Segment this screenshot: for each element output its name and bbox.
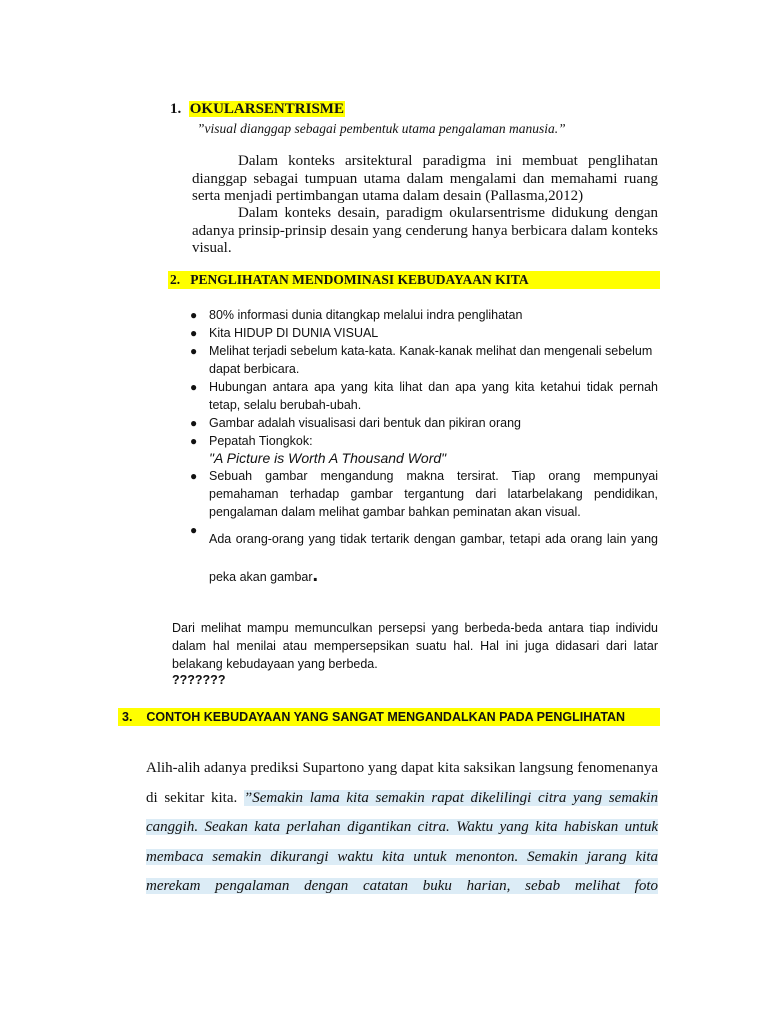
final-mark: . — [312, 564, 319, 586]
section-1-paragraph-1: Dalam konteks arsitektural paradigma ini membuat penglihatan dianggap sebagai tumpuan utama dalam mengalami dan memahami ruang serta menjadi pertimbangan utama dalam desain (Pallasma,2012) — [192, 153, 658, 204]
section-1-title: OKULARSENTRISME — [189, 101, 344, 117]
section-1-number: 1. — [170, 101, 182, 117]
bullet-icon: ● — [190, 434, 198, 448]
list-item: ● Gambar adalah visualisasi dari bentuk dan pikiran orang — [190, 416, 521, 430]
bullet-icon: ● — [190, 416, 198, 430]
section-1-paragraph-2: Dalam konteks desain, paradigm okularsentrisme didukung dengan adanya prinsip-prinsip desain yang cenderung hanya berbicara dalam konteks visual. — [192, 205, 658, 256]
list-item: ● Pepatah Tiongkok: "A Picture is Worth A Thousand Word" — [188, 432, 658, 467]
list-item: ● Sebuah gambar mengandung makna tersirat. Tiap orang mempunyai pemahaman terhadap gambar tergantung dari latarbelakang pendidikan, pengalaman dalam melihat gambar bahkan peminatan akan visual. — [190, 469, 658, 519]
section-2-bullet-list — [188, 306, 658, 595]
list-item: ● Hubungan antara apa yang kita lihat dan apa yang kita ketahui tidak pernah tetap, selalu berubah-ubah. — [190, 380, 658, 412]
bullet-icon: ● — [190, 326, 198, 340]
list-item: ● Ada orang-orang yang tidak tertarik dengan gambar, tetapi ada orang lain yang peka akan gambar. — [190, 523, 658, 586]
bullet-icon: ● — [190, 308, 198, 322]
proverb-quote: "A Picture is Worth A Thousand Word" — [209, 450, 447, 466]
section-3-body-text: Alih-alih adanya prediksi Supartono yang dapat kita saksikan langsung fenomenanya di sekitar kita. — [146, 760, 658, 806]
list-item: ● 80% informasi dunia ditangkap melalui indra penglihatan — [190, 308, 523, 322]
bullet-icon: ● — [190, 469, 198, 483]
list-item: ● Melihat terjadi sebelum kata-kata. Kanak-kanak melihat dan mengenali sebelum dapat berbicara. — [190, 344, 653, 376]
question-marks: ??????? — [172, 673, 226, 687]
section-3-body — [146, 754, 658, 902]
section-1-quote: ”visual dianggap sebagai pembentuk utama pengalaman manusia.” — [197, 121, 566, 136]
section-2-title: PENGLIHATAN MENDOMINASI KEBUDAYAAN KITA — [190, 272, 529, 287]
section-2-closing-paragraph: Dari melihat mampu memunculkan persepsi yang berbeda-beda antara tiap individu dalam hal menilai atau mempersepsikan suatu hal. Hal ini juga didasari dari latar belakang kebudayaan yang berbeda. — [172, 621, 658, 671]
section-3-heading — [122, 710, 625, 724]
bullet-icon: ● — [190, 523, 198, 537]
section-3-quotation: ”Semakin lama kita semakin rapat dikelilingi citra yang semakin canggih. Seakan kata perlahan digantikan citra. Waktu yang kita habiskan untuk membaca semakin dikurangi waktu kita untuk menonton. Semakin jarang kita merekam pengalaman dengan catatan buku harian, sebab melihat foto — [146, 789, 658, 894]
list-item: ● Kita HIDUP DI DUNIA VISUAL — [190, 326, 379, 340]
section-3-title: CONTOH KEBUDAYAAN YANG SANGAT MENGANDALKAN PADA PENGLIHATAN — [146, 710, 626, 724]
section-3-number: 3. — [122, 710, 133, 724]
section-2-heading — [170, 272, 529, 288]
section-1-heading — [170, 101, 345, 118]
bullet-icon: ● — [190, 380, 198, 394]
section-2-number: 2. — [170, 272, 181, 287]
bullet-icon: ● — [190, 344, 198, 358]
